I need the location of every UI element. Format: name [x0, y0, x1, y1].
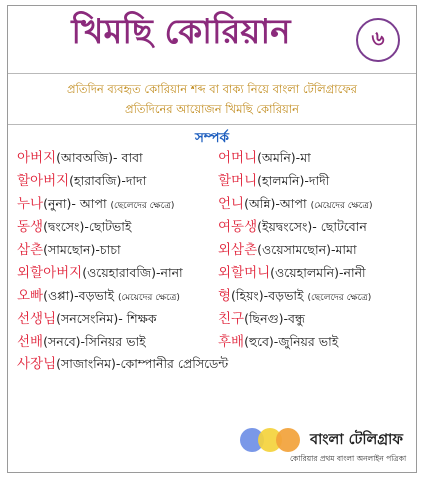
- bangla-meaning: [244, 334, 338, 354]
- bangla-meaning: [231, 288, 371, 308]
- bangla-meaning: [257, 173, 329, 193]
- vocab-entry: [8, 192, 212, 216]
- korean-word: 형: [218, 287, 232, 304]
- reading-text: (ওপ্পা)-বড়ভাই: [43, 287, 118, 303]
- vocab-entry: [8, 169, 212, 193]
- subtitle-line-1: প্রতিদিন ব্যবহৃত কোরিয়ান শব্দ বা বাক্য নিয়ে বাংলা টেলিগ্রাফের: [67, 82, 357, 96]
- reading-text: (হারাবজি)-দাদা: [69, 173, 147, 189]
- reading-text: (হুবে)-জুনিয়র ভাই: [244, 333, 339, 349]
- korean-word: 동생: [17, 219, 44, 236]
- divider: [8, 124, 416, 125]
- reading-text: (হালমনি)-দাদী: [257, 173, 330, 189]
- vocab-entry: [212, 307, 412, 331]
- vocab-entry: [8, 330, 212, 354]
- vocab-row: [8, 284, 416, 307]
- reading-text: (হিয়ং)-বড়ভাই: [231, 287, 308, 303]
- bangla-meaning: [43, 196, 174, 216]
- bangla-meaning: [69, 173, 146, 193]
- reading-text: (সনবে)-সিনিয়র ভাই: [43, 333, 146, 349]
- subtitle-line-2: প্রতিদিনের আয়োজন খিমছি কোরিয়ান: [124, 102, 300, 116]
- vocab-entry: [8, 215, 212, 239]
- reading-text: (অন্নি)-আপা: [244, 196, 311, 212]
- vocab-entry: [212, 238, 412, 262]
- bangla-meaning: [270, 265, 365, 285]
- reading-text: (সামছোন)-চাচা: [43, 242, 121, 258]
- bangla-meaning: [257, 242, 357, 262]
- bangla-meaning: [43, 288, 180, 308]
- vocab-row: [8, 239, 416, 262]
- korean-word: 선생님: [17, 310, 57, 327]
- vocab-entry: [212, 215, 412, 239]
- vocab-entry: [212, 169, 412, 193]
- korean-word: 어머니: [218, 150, 258, 167]
- korean-word: 사장님: [17, 356, 57, 373]
- vocab-entry: [212, 261, 412, 285]
- reading-text: (নুনা)- আপা: [43, 196, 111, 212]
- subtitle: [8, 79, 416, 121]
- logo-circle-orange: [276, 428, 300, 452]
- vocab-row: [8, 261, 416, 284]
- korean-word: 할머니: [218, 173, 258, 190]
- vocab-entry: [8, 307, 212, 331]
- bangla-meaning: [244, 196, 372, 216]
- usage-note: (ছেলেদের ক্ষেত্রে): [307, 292, 372, 303]
- korean-word: 오빠: [17, 287, 44, 304]
- vocab-entry: [8, 146, 212, 170]
- logo-circles-icon: [240, 428, 306, 452]
- vocab-entry: [212, 146, 412, 170]
- vocab-row: [8, 353, 416, 376]
- bangla-meaning: [244, 311, 305, 331]
- bangla-meaning: (সাজাংনিম)-কোম্পানীর প্রেসিডেন্ট: [56, 356, 229, 372]
- bangla-telegraph-logo: [240, 424, 418, 472]
- korean-word: 외삼촌: [218, 242, 258, 259]
- bangla-meaning: [56, 311, 156, 331]
- section-heading: সম্পর্ক: [194, 130, 229, 146]
- card-frame: [7, 5, 417, 473]
- page-title: খিমছি কোরিয়ান: [71, 12, 291, 52]
- reading-text: (ওয়েহালমনি)-নানী: [270, 264, 366, 280]
- bangla-meaning: [43, 219, 131, 239]
- bangla-meaning: [56, 150, 143, 170]
- vocab-entry: [8, 352, 412, 376]
- episode-number-badge: ৬: [356, 18, 400, 62]
- header: [8, 6, 416, 74]
- bangla-meaning: [43, 334, 146, 354]
- vocab-entry: [8, 261, 212, 285]
- reading-text: (অমনি)-মা: [257, 150, 311, 166]
- vocab-entry: [212, 330, 412, 354]
- bangla-meaning: [257, 219, 367, 239]
- korean-word: 선배: [17, 333, 44, 350]
- korean-word: 후배: [218, 333, 245, 350]
- korean-word: 외할머니: [218, 264, 271, 281]
- vocab-row: [8, 330, 416, 353]
- vocab-entry: [8, 284, 212, 308]
- vocab-row: [8, 307, 416, 330]
- usage-note: (মেয়েদের ক্ষেত্রে): [117, 292, 180, 303]
- reading-text: (ওয়েসামছোন)-মামা: [257, 242, 357, 258]
- vocab-entry: [8, 238, 212, 262]
- usage-note: (ছেলেদের ক্ষেত্রে): [110, 201, 175, 212]
- logo-tagline: কোরিয়ার প্রথম বাংলা অনলাইন পত্রিকা: [290, 454, 407, 463]
- bangla-meaning: [43, 242, 121, 262]
- korean-word: 친구: [218, 310, 245, 327]
- reading-text: (ওয়েহারাবজি)-নানা: [82, 264, 183, 280]
- korean-word: 언니: [218, 196, 245, 213]
- korean-word: 삼촌: [17, 242, 44, 259]
- vocab-row: [8, 193, 416, 216]
- reading-text: (ইয়দ্বংসেং)- ছোটবোন: [257, 219, 367, 235]
- vocab-entry: [212, 192, 412, 216]
- vocab-row: [8, 147, 416, 170]
- korean-word: 여동생: [218, 219, 258, 236]
- bangla-meaning: [257, 150, 311, 170]
- korean-word: 외할아버지: [17, 264, 83, 281]
- reading-text: (দ্বংসেং)-ছোটভাই: [43, 219, 132, 235]
- vocab-entry: [212, 284, 412, 308]
- logo-name: বাংলা টেলিগ্রাফ: [310, 432, 403, 448]
- vocab-row: [8, 216, 416, 239]
- bangla-meaning: [82, 265, 182, 285]
- reading-text: (ছিনগু)-বন্ধু: [244, 310, 305, 326]
- usage-note: (মেয়েদের ক্ষেত্রে): [310, 201, 373, 212]
- reading-text: (সনসেংনিম)- শিক্ষক: [56, 310, 157, 326]
- vocab-row: [8, 170, 416, 193]
- vocabulary-list: [8, 147, 416, 376]
- korean-word: 누나: [17, 196, 44, 213]
- reading-text: (আবঅজি)- বাবা: [56, 150, 143, 166]
- korean-word: 할아버지: [17, 173, 70, 190]
- korean-word: 아버지: [17, 150, 57, 167]
